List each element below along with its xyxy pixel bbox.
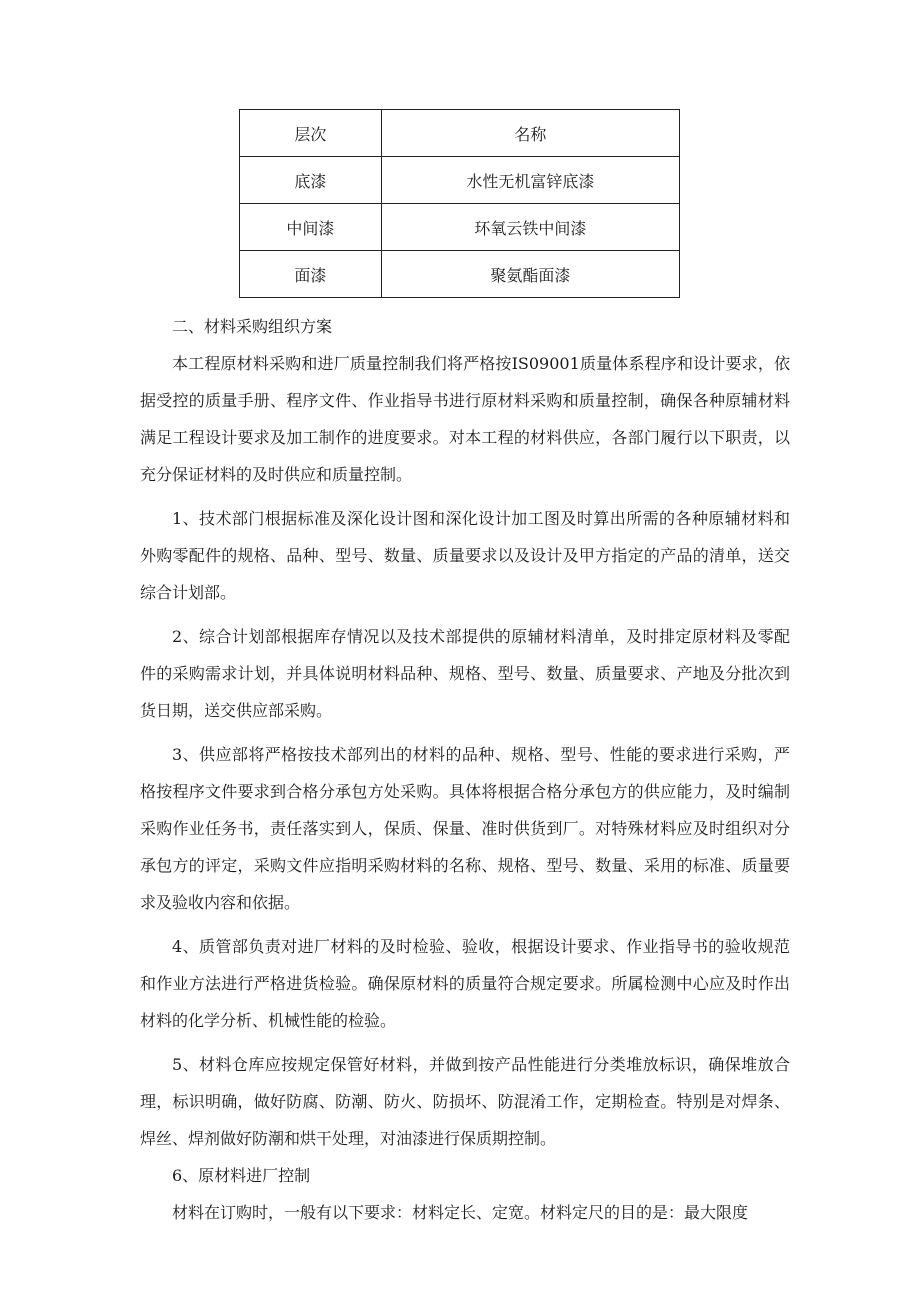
list-item: 2、综合计划部根据库存情况以及技术部提供的原辅材料清单，及时排定原材料及零配件的采购需求计划，并具体说明材料品种、规格、型号、数量、质量要求、产地及分批次到货日期，送交供应部采购。 bbox=[140, 627, 790, 720]
section-heading: 二、材料采购组织方案 bbox=[172, 317, 333, 336]
list-item: 4、质管部负责对进厂材料的及时检验、验收，根据设计要求、作业指导书的验收规范和作业方法进行严格进货检验。确保原材料的质量符合规定要求。所属检测中心应及时作出材料的化学分析、机械性能的检验。 bbox=[140, 937, 790, 1030]
table-row bbox=[240, 204, 680, 251]
closing-paragraph: 材料在订购时，一般有以下要求：材料定长、定宽。材料定尺的目的是：最大限度 bbox=[172, 1203, 749, 1222]
intro-paragraph: 本工程原材料采购和进厂质量控制我们将严格按IS09001质量体系程序和设计要求，依据受控的质量手册、程序文件、作业指导书进行原材料采购和质量控制，确保各种原辅材料满足工程设计要求及加工制作的进度要求。对本工程的材料供应，各部门履行以下职责，以充分保证材料的及时供应和质量控制。 bbox=[140, 354, 790, 484]
document-body bbox=[140, 308, 790, 1231]
table-cell: 底漆 bbox=[240, 157, 382, 204]
table-row bbox=[240, 157, 680, 204]
list-item: 5、材料仓库应按规定保管好材料，并做到按产品性能进行分类堆放标识，确保堆放合理，标识明确，做好防腐、防潮、防火、防损坏、防混淆工作，定期检查。特别是对焊条、焊丝、焊剂做好防潮和烘干处理，对油漆进行保质期控制。 bbox=[140, 1055, 790, 1148]
table-cell: 面漆 bbox=[240, 251, 382, 298]
header-cell-name: 名称 bbox=[381, 110, 679, 157]
table-header-row bbox=[240, 110, 680, 157]
table-cell: 聚氨酯面漆 bbox=[381, 251, 679, 298]
table-cell: 水性无机富锌底漆 bbox=[381, 157, 679, 204]
list-item: 3、供应部将严格按技术部列出的材料的品种、规格、型号、性能的要求进行采购，严格按程序文件要求到合格分承包方处采购。具体将根据合格分承包方的供应能力，及时编制采购作业任务书，责任落实到人，保质、保量、准时供货到厂。对特殊材料应及时组织对分承包方的评定，采购文件应指明采购材料的名称、规格、型号、数量、采用的标准、质量要求及验收内容和依据。 bbox=[140, 745, 790, 912]
list-item: 1、技术部门根据标准及深化设计图和深化设计加工图及时算出所需的各种原辅材料和外购零配件的规格、品种、型号、数量、质量要求以及设计及甲方指定的产品的清单，送交综合计划部。 bbox=[140, 509, 790, 602]
table-row bbox=[240, 251, 680, 298]
coating-layer-table bbox=[239, 109, 680, 298]
header-cell-layer: 层次 bbox=[240, 110, 382, 157]
subsection-heading: 6、原材料进厂控制 bbox=[172, 1166, 311, 1185]
table-cell: 环氧云铁中间漆 bbox=[381, 204, 679, 251]
table-cell: 中间漆 bbox=[240, 204, 382, 251]
